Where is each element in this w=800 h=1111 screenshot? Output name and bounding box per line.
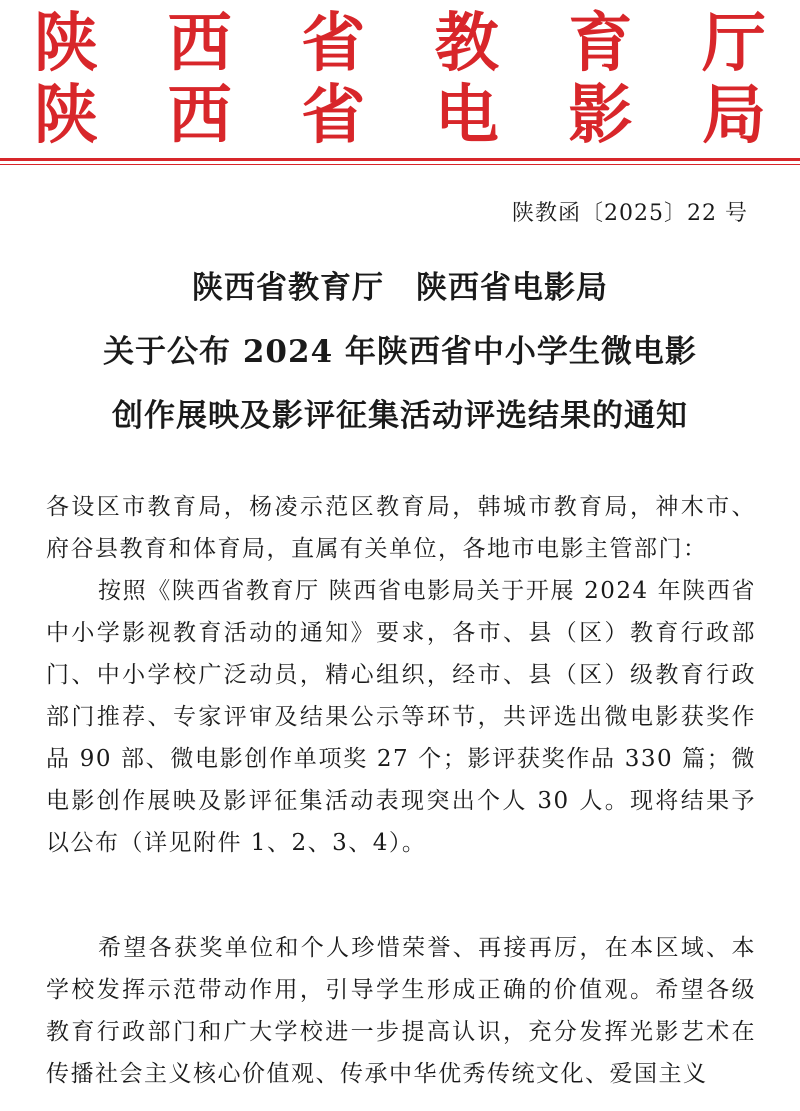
title-line-3: 创作展映及影评征集活动评选结果的通知 bbox=[112, 398, 688, 434]
letterhead-char: 陕 bbox=[34, 79, 98, 153]
document-number: 陕教函〔2025〕22 号 bbox=[512, 201, 748, 226]
body-paragraph-1: 按照《陕西省教育厅 陕西省电影局关于开展 2024 年陕西省中小学影视教育活动的通知》要求，各市、县（区）教育行政部门、中小学校广泛动员，精心组织，经市、县（区）级教育行政部门推荐、专家评审及结果公示等环节，共评选出微电影获奖作品 90 部、微电影创作单项奖 27 个；影评获奖作品 330 篇；微电影创作展映及影评征集活动表现突出个人 30 人。现将结果予以公布（详见附件 1、2、3、4）。 bbox=[46, 578, 756, 856]
letterhead-line-2 bbox=[30, 79, 770, 153]
salutation: 各设区市教育局，杨凌示范区教育局，韩城市教育局，神木市、府谷县教育和体育局，直属有关单位，各地市电影主管部门： bbox=[46, 494, 756, 562]
letterhead-line-1 bbox=[30, 7, 770, 81]
title-line-2: 关于公布 2024 年陕西省中小学生微电影 bbox=[103, 334, 697, 370]
letterhead-char: 省 bbox=[301, 7, 366, 81]
letterhead-char: 电 bbox=[434, 79, 499, 153]
letterhead-char: 育 bbox=[568, 7, 633, 81]
letterhead-char: 教 bbox=[434, 7, 499, 81]
letterhead-red-rule bbox=[0, 158, 800, 161]
letterhead-char: 厅 bbox=[701, 7, 766, 81]
letterhead-char: 西 bbox=[167, 7, 232, 81]
letterhead-char: 西 bbox=[167, 79, 232, 153]
letterhead-char: 省 bbox=[301, 79, 366, 153]
letterhead-char: 影 bbox=[568, 79, 633, 153]
letterhead-red-rule-thin bbox=[0, 164, 800, 165]
title-line-1: 陕西省教育厅 陕西省电影局 bbox=[192, 270, 608, 306]
body-paragraph-2: 希望各获奖单位和个人珍惜荣誉、再接再厉，在本区域、本学校发挥示范带动作用，引导学生形成正确的价值观。希望各级教育行政部门和广大学校进一步提高认识，充分发挥光影艺术在传播社会主义核心价值观、传承中华优秀传统文化、爱国主义 bbox=[46, 935, 756, 1087]
letterhead-char: 陕 bbox=[34, 7, 98, 81]
letterhead-char: 局 bbox=[701, 79, 766, 153]
